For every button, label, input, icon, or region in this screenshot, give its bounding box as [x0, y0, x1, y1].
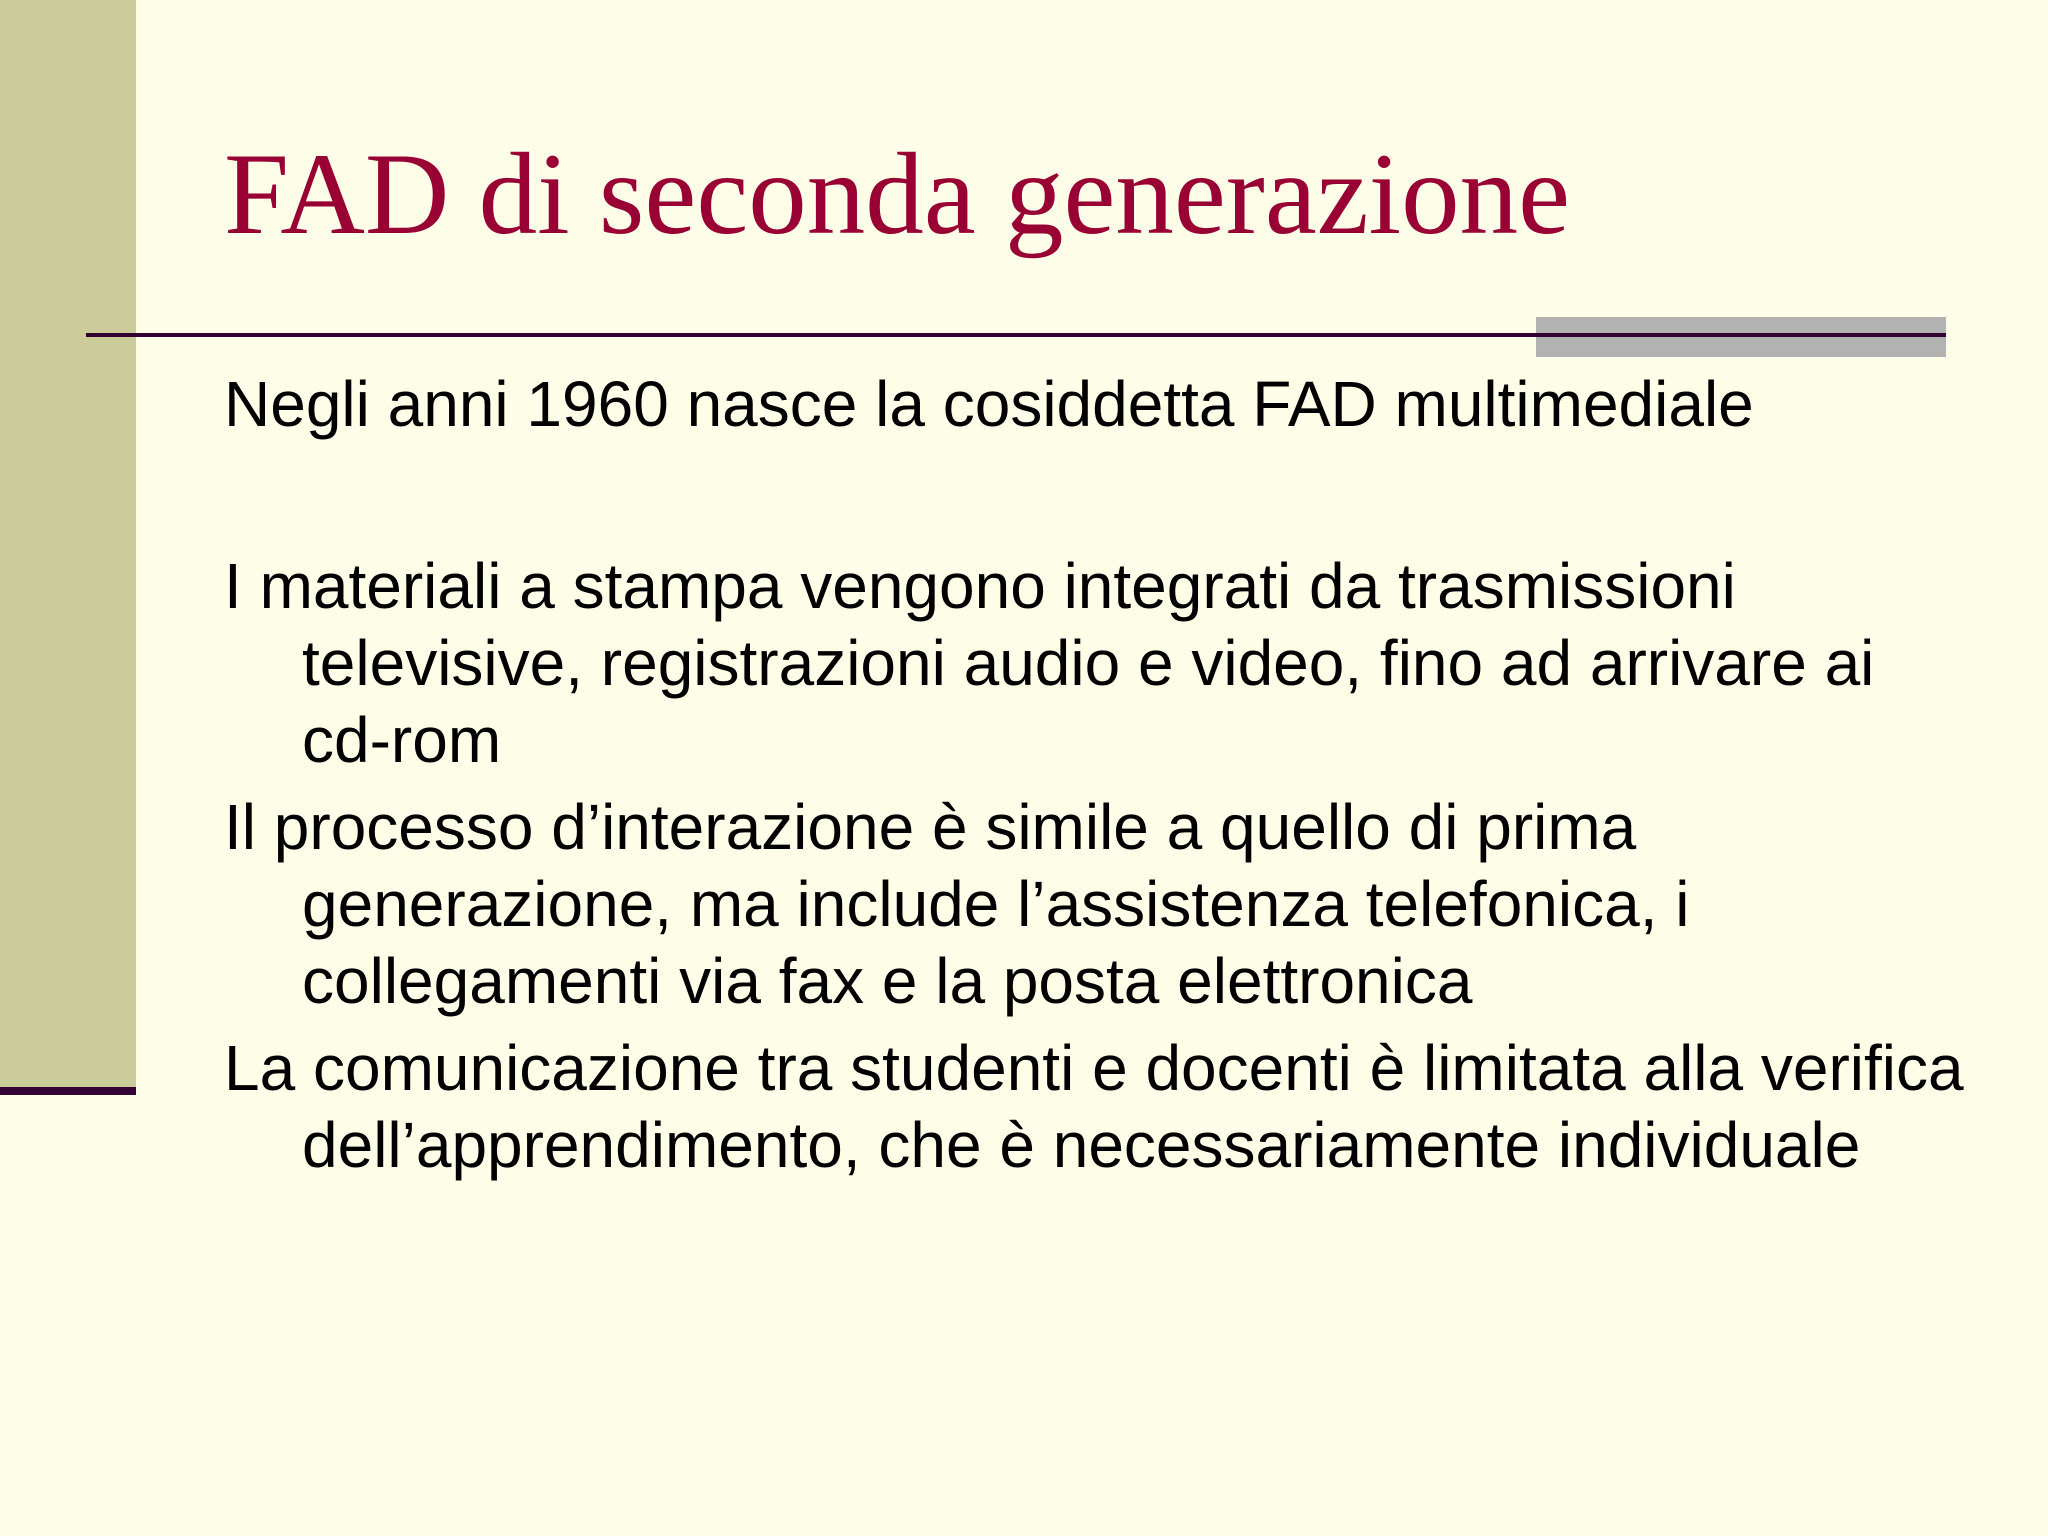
sidebar-accent-line: [0, 1087, 136, 1095]
paragraph-interaction: Il processo d’interazione è simile a quello di prima generazione, ma include l’assistenza telefonica, i collegamenti via fax e la posta elettronica: [224, 791, 1690, 1017]
divider-accent-line: [1536, 333, 1946, 337]
paragraph-materials: I materiali a stampa vengono integrati da trasmissioni televisive, registrazioni audio e video, fino ad arrivare ai cd-rom: [224, 550, 1875, 776]
slide-title: FAD di seconda generazione: [224, 130, 1571, 259]
paragraph-intro: Negli anni 1960 nasce la cosiddetta FAD multimediale: [224, 368, 1754, 440]
paragraph-communication: La comunicazione tra studenti e docenti è limitata alla verifica dell’apprendimento, che è necessariamente individuale: [224, 1032, 1964, 1181]
sidebar-decoration: [0, 0, 136, 1088]
divider-accent-block: [1536, 317, 1946, 357]
slide-body: [224, 366, 1964, 1194]
